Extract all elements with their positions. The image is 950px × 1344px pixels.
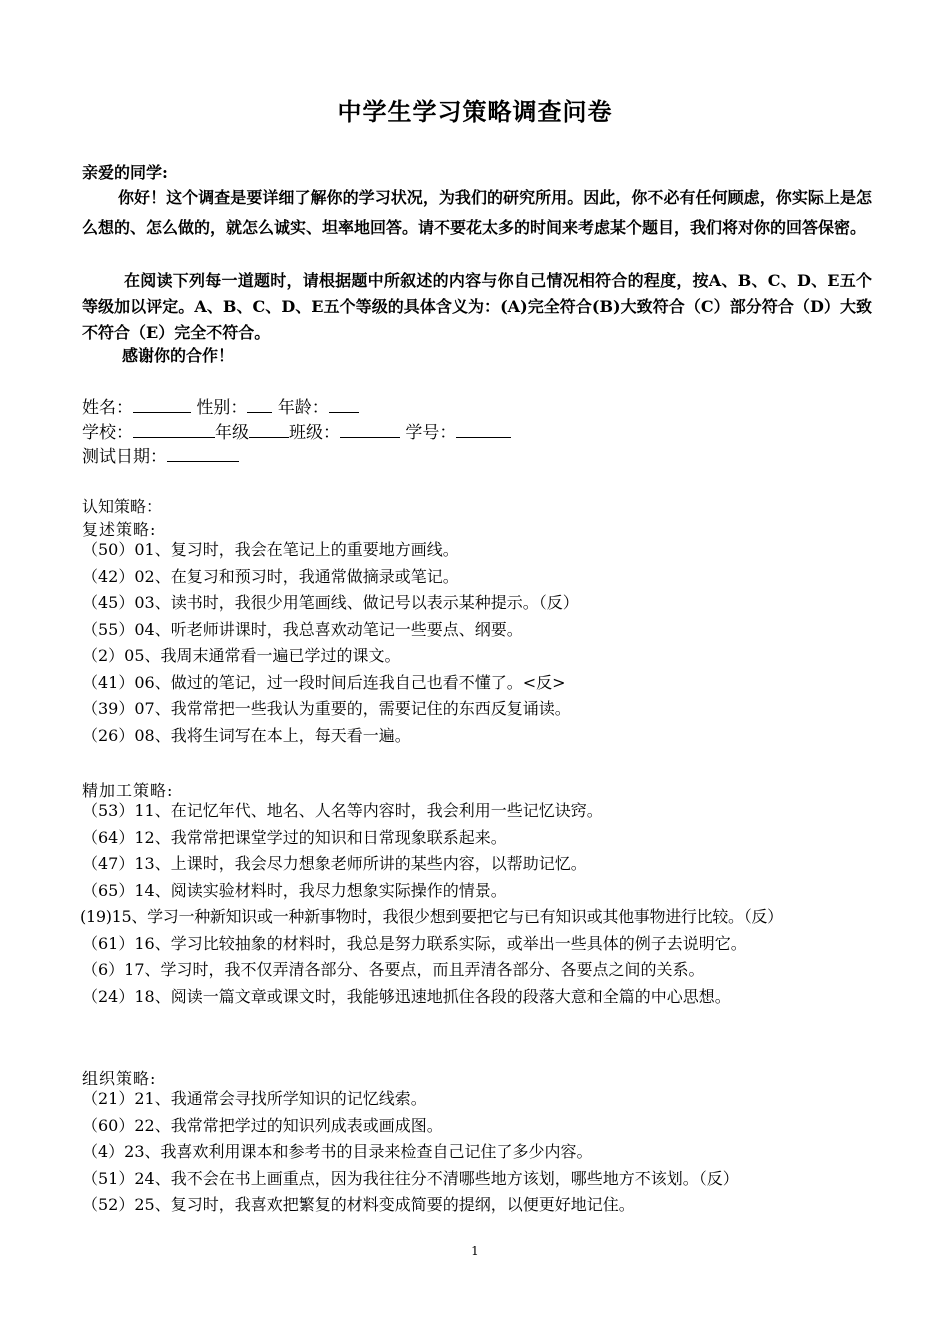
name-label: 姓名： (82, 398, 133, 418)
question-item: （39）07、我常常把一些我认为重要的，需要记住的东西反复诵读。 (82, 699, 571, 718)
page-number: 1 (471, 1244, 479, 1258)
school-label: 学校： (82, 423, 133, 443)
question-item: （47）13、上课时，我会尽力想象老师所讲的某些内容，以帮助记忆。 (82, 854, 587, 873)
group-heading-organization: 组织策略: (82, 1069, 157, 1088)
name-blank[interactable] (133, 396, 191, 413)
student-id-label: 学号： (405, 423, 457, 443)
section-title: 认知策略： (82, 497, 163, 516)
gender-label: 性别： (196, 398, 248, 418)
item-list-elaboration (82, 798, 882, 1010)
greeting: 亲爱的同学: (82, 163, 168, 182)
question-item: （24）18、阅读一篇文章或课文时，我能够迅速地抓住各段的段落大意和全篇的中心思想。 (82, 986, 731, 1006)
gender-blank[interactable] (247, 396, 272, 413)
question-item: （60）22、我常常把学过的知识列成表或画成图。 (82, 1115, 443, 1135)
question-item: （45）03、读书时，我很少用笔画线、做记号以表示某种提示。（反） (82, 593, 579, 612)
item-list-rehearsal (82, 537, 882, 749)
question-item: （50）01、复习时，我会在笔记上的重要地方画线。 (82, 540, 459, 559)
question-item: （61）16、学习比较抽象的材料时，我总是努力联系实际，或举出一些具体的例子去说明它。 (82, 933, 747, 953)
age-label: 年龄： (277, 398, 329, 418)
grade-blank[interactable] (249, 421, 289, 438)
question-item: （64）12、我常常把课堂学过的知识和日常现象联系起来。 (82, 827, 507, 847)
form-line-1 (82, 393, 872, 418)
form-line-2 (82, 418, 872, 443)
question-item: （55）04、听老师讲课时，我总喜欢动笔记一些要点、纲要。 (82, 619, 523, 639)
school-blank[interactable] (133, 421, 215, 438)
question-item: （53）11、在记忆年代、地名、人名等内容时，我会利用一些记忆诀窍。 (82, 801, 603, 820)
test-date-blank[interactable] (167, 445, 239, 462)
intro-paragraph-1: 你好！这个调查是要详细了解你的学习状况，为我们的研究所用。因此，你不必有任何顾虑，你实际上是怎么想的、怎么做的，就怎么诚实、坦率地回答。请不要花太多的时间来考虑某个题目，我们将对你的回答保密。 (82, 188, 872, 237)
class-label: 班级： (289, 423, 340, 443)
question-item: （51）24、我不会在书上画重点，因为我往往分不清哪些地方该划，哪些地方不该划。（反） (82, 1168, 739, 1188)
test-date-label: 测试日期： (82, 447, 167, 467)
question-item: （42）02、在复习和预习时，我通常做摘录或笔记。 (82, 566, 459, 586)
question-item: （41）06、做过的笔记，过一段时间后连我自己也看不懂了。<反> (82, 672, 566, 692)
age-blank[interactable] (329, 396, 359, 413)
question-item: (19)15、学习一种新知识或一种新事物时，我很少想到要把它与已有知识或其他事物进行比较。（反） (80, 907, 783, 926)
group-heading-rehearsal: 复述策略: (82, 520, 157, 539)
student-id-blank[interactable] (456, 421, 511, 438)
question-item: （21）21、我通常会寻找所学知识的记忆线索。 (82, 1089, 427, 1108)
page-title: 中学生学习策略调查问卷 (337, 98, 613, 126)
intro-paragraph-2: 在阅读下列每一道题时，请根据题中所叙述的内容与你自己情况相符合的程度，按A、B、C、D、E五个等级加以评定。A、B、C、D、E五个等级的具体含义为：(A)完全符合(B)大致符合（C）部分符合（D）大致不符合（E）完全不符合。 (82, 271, 872, 342)
question-item: （26）08、我将生词写在本上，每天看一遍。 (82, 725, 411, 745)
question-item: （6）17、学习时，我不仅弄清各部分、各要点，而且弄清各部分、各要点之间的关系。 (82, 960, 705, 979)
grade-label: 年级 (215, 423, 249, 443)
form-line-3 (82, 442, 872, 467)
question-item: （52）25、复习时，我喜欢把繁复的材料变成简要的提纲，以便更好地记住。 (82, 1195, 635, 1214)
class-blank[interactable] (340, 421, 400, 438)
question-item: （2）05、我周末通常看一遍已学过的课文。 (82, 646, 401, 665)
question-item: （65）14、阅读实验材料时，我尽力想象实际操作的情景。 (82, 880, 507, 900)
group-heading-elaboration: 精加工策略: (82, 781, 174, 800)
question-item: （4）23、我喜欢利用课本和参考书的目录来检查自己记住了多少内容。 (82, 1142, 593, 1161)
thanks-line: 感谢你的合作！ (122, 346, 235, 365)
item-list-organization (82, 1086, 882, 1219)
